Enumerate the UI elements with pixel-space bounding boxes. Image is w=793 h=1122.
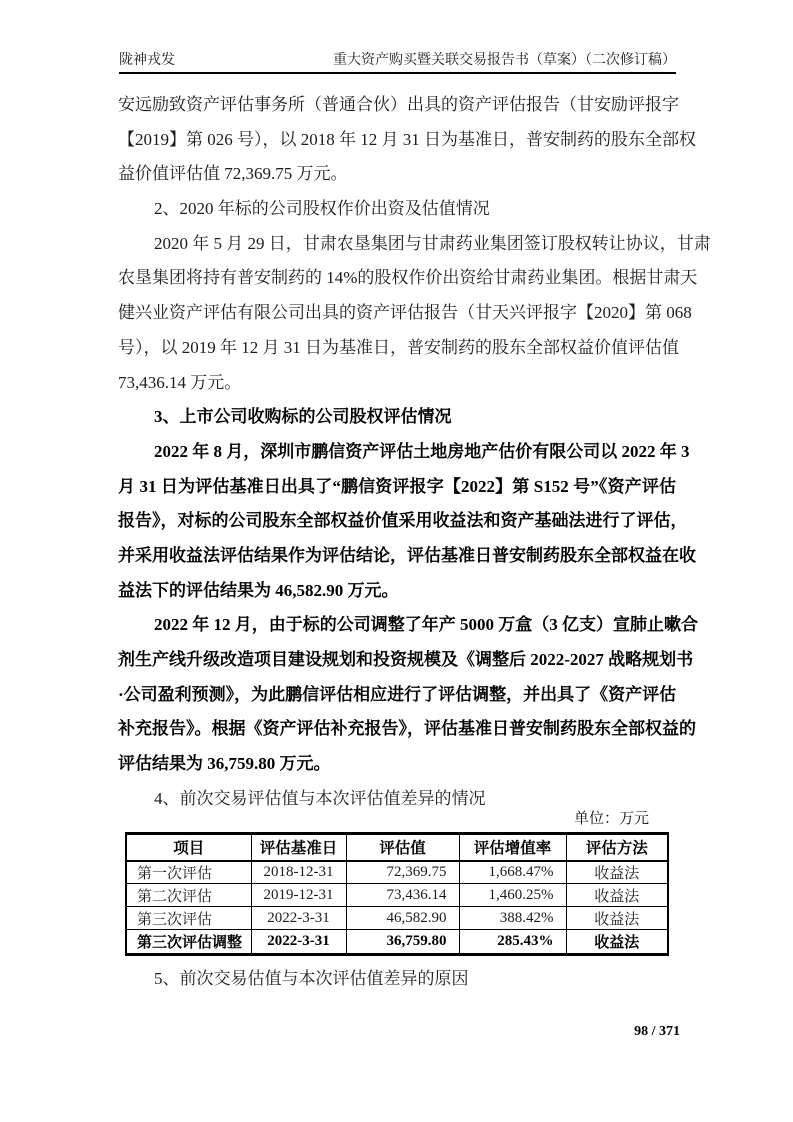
cell-base-date: 2022-3-31 [251, 930, 346, 955]
cell-value: 36,759.80 [346, 930, 459, 955]
paragraph-line: 益法下的评估结果为 46,582.90 万元。 [118, 580, 399, 600]
paragraph-line: 73,436.14 万元。 [118, 372, 242, 392]
cell-base-date: 2019-12-31 [251, 884, 346, 907]
body-paragraph [118, 227, 711, 400]
cell-item: 第一次评估 [126, 861, 251, 884]
cell-appreciation-rate: 1,460.25% [459, 884, 566, 907]
cell-method: 收益法 [566, 884, 668, 907]
page-number: 98 / 371 [634, 1024, 680, 1039]
section-heading-4: 4、前次交易评估值与本次评估值差异的情况 [154, 788, 486, 808]
section-heading-5: 5、前次交易估值与本次评估值差异的原因 [154, 969, 469, 988]
column-header-appreciation-rate: 评估增值率 [459, 834, 566, 861]
cell-appreciation-rate: 285.43% [459, 930, 566, 955]
table-unit-label: 单位：万元 [573, 811, 649, 827]
header-company-name: 陇神戎发 [119, 53, 175, 68]
paragraph-line: 补充报告》。根据《资产评估补充报告》，评估基准日普安制药股东全部权益的 [118, 719, 696, 739]
cell-method: 收益法 [566, 907, 668, 930]
cell-appreciation-rate: 1,668.47% [459, 861, 566, 884]
table-row [126, 907, 668, 930]
table-row [126, 884, 668, 907]
column-header-method: 评估方法 [566, 834, 668, 861]
table-row-adjusted [126, 930, 668, 955]
paragraph-line: 安远励致资产评估事务所（普通合伙）出具的资产评估报告（甘安励评报字 [118, 95, 679, 114]
paragraph-line: 剂生产线升级改造项目建设规划和投资规模及《调整后 2022-2027 战略规划书 [118, 650, 694, 669]
paragraph-line: ·公司盈利预测》，为此鹏信评估相应进行了评估调整，并出具了《资产评估 [118, 684, 677, 704]
valuation-table-section [125, 806, 667, 956]
cell-method: 收益法 [566, 861, 668, 884]
column-header-item: 项目 [126, 834, 251, 861]
body-paragraph [118, 435, 696, 608]
header-document-title: 重大资产购买暨关联交易报告书（草案）（二次修订稿） [333, 53, 676, 68]
cell-base-date: 2022-3-31 [251, 907, 346, 930]
cell-item: 第二次评估 [126, 884, 251, 907]
column-header-base-date: 评估基准日 [251, 834, 346, 861]
section-heading-2: 2、2020 年标的公司股权作价出资及估值情况 [154, 199, 490, 219]
paragraph-line: 并采用收益法评估结果作为评估结论，评估基准日普安制药股东全部权益在收 [118, 545, 696, 565]
paragraph-line: 农垦集团将持有普安制药的 14%的股权作价出资给甘肃药业集团。根据甘肃天 [118, 268, 698, 288]
cell-base-date: 2018-12-31 [251, 861, 346, 884]
valuation-comparison-table [125, 832, 669, 956]
body-paragraph [118, 88, 696, 192]
page-header [119, 50, 676, 74]
paragraph-line: 月 31 日为评估基准日出具了“鹏信资评报字【2022】第 S152 号”《资产评估 [118, 476, 676, 496]
cell-item: 第三次评估调整 [126, 930, 251, 955]
cell-method: 收益法 [566, 930, 668, 955]
table-header-row [126, 834, 668, 861]
document-body [118, 88, 711, 816]
column-header-value: 评估值 [346, 834, 459, 861]
paragraph-line: 益价值评估值 72,369.75 万元。 [118, 164, 348, 184]
paragraph-line: 2022 年 8 月，深圳市鹏信资产评估土地房地产估价有限公司以 2022 年 3 [154, 441, 690, 461]
paragraph-line: 评估结果为 36,759.80 万元。 [118, 754, 331, 774]
cell-value: 46,582.90 [346, 907, 459, 930]
cell-appreciation-rate: 388.42% [459, 907, 566, 930]
paragraph-line: 2020 年 5 月 29 日，甘肃农垦集团与甘肃药业集团签订股权转让协议，甘肃 [154, 233, 711, 253]
table-row [126, 861, 668, 884]
paragraph-line: 报告》，对标的公司股东全部权益价值采用收益法和资产基础法进行了评估， [118, 511, 688, 531]
cell-value: 73,436.14 [346, 884, 459, 907]
paragraph-line: 健兴业资产评估有限公司出具的资产评估报告（甘天兴评报字【2020】第 068 [118, 303, 692, 323]
cell-value: 72,369.75 [346, 861, 459, 884]
paragraph-line: 【2019】第 026 号），以 2018 年 12 月 31 日为基准日，普安制药的股东全部权 [118, 129, 696, 149]
paragraph-line: 号），以 2019 年 12 月 31 日为基准日，普安制药的股东全部权益价值评估值 [118, 337, 679, 357]
paragraph-line: 2022 年 12 月，由于标的公司调整了年产 5000 万盒（3 亿支）宣肺止嗽合 [154, 615, 698, 635]
cell-item: 第三次评估 [126, 907, 251, 930]
section-heading-3: 3、上市公司收购标的公司股权评估情况 [154, 407, 452, 427]
body-paragraph [118, 608, 698, 781]
